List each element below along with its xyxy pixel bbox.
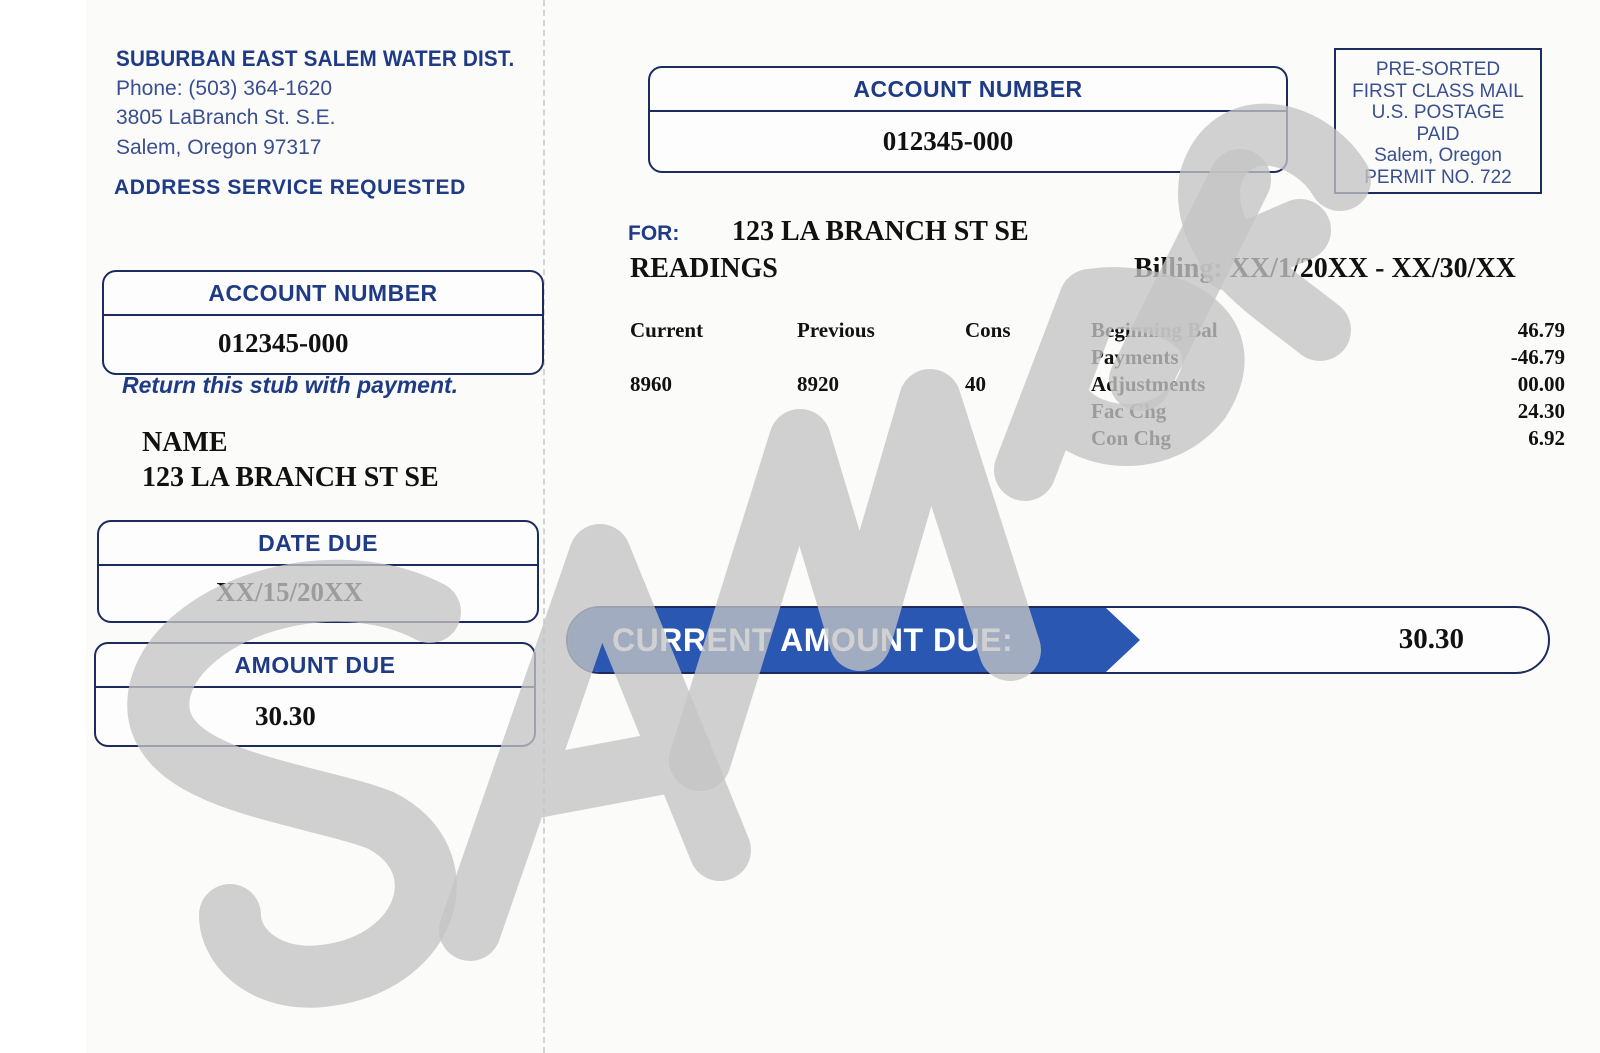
charge-amount: 24.30: [1517, 399, 1565, 423]
return-stub-note: Return this stub with payment.: [122, 372, 459, 398]
charge-amount: 46.79: [1517, 318, 1565, 342]
bill-account-header: ACCOUNT NUMBER: [650, 68, 1286, 112]
charge-amount: -46.79: [1510, 345, 1565, 369]
postage-line: PRE-SORTED: [1375, 59, 1501, 80]
postage-line: U.S. POSTAGE: [1371, 102, 1505, 123]
reading-current: 8960: [630, 372, 672, 396]
billing-period: Billing: XX/1/20XX - XX/30/XX: [1134, 253, 1516, 284]
district-city: Salem, Oregon 97317: [116, 136, 322, 159]
charge-label: Beginning Bal: [1091, 318, 1218, 342]
district-name: SUBURBAN EAST SALEM WATER DIST.: [116, 46, 515, 71]
postage-line: PERMIT NO. 722: [1364, 166, 1512, 188]
postage-indicia: [1334, 48, 1542, 194]
charge-label: Payments: [1091, 345, 1179, 369]
reading-header-current: Current: [630, 318, 704, 342]
charge-label: Adjustments: [1091, 372, 1206, 396]
date-due-box: [97, 520, 539, 623]
bill-account-number: 012345-000: [882, 126, 1014, 156]
date-due-value: XX/15/20XX: [216, 577, 363, 607]
postage-line: FIRST CLASS MAIL: [1352, 80, 1524, 102]
charge-label: Fac Chg: [1091, 399, 1167, 423]
reading-header-previous: Previous: [797, 318, 875, 342]
perforation-line: [543, 0, 545, 1053]
amount-due-header: AMOUNT DUE: [96, 644, 534, 688]
district-phone: Phone: (503) 364-1620: [116, 77, 332, 100]
stub-account-header: ACCOUNT NUMBER: [104, 272, 542, 316]
postage-line: Salem, Oregon: [1374, 145, 1502, 166]
for-label: FOR:: [628, 222, 680, 245]
customer-address: 123 LA BRANCH ST SE: [142, 462, 439, 493]
charge-label: Con Chg: [1091, 426, 1171, 450]
charge-amount: 6.92: [1528, 426, 1565, 450]
service-address: 123 LA BRANCH ST SE: [732, 216, 1029, 247]
stub-account-box: [102, 270, 544, 375]
address-service-note: ADDRESS SERVICE REQUESTED: [114, 176, 466, 199]
charge-amount: 00.00: [1517, 372, 1565, 396]
district-street: 3805 LaBranch St. S.E.: [116, 106, 336, 129]
amount-due-value: 30.30: [255, 701, 316, 731]
current-amount-due-value: 30.30: [1398, 623, 1464, 655]
customer-name: NAME: [142, 427, 228, 458]
stub-account-number: 012345-000: [218, 328, 349, 358]
reading-header-cons: Cons: [965, 318, 1011, 342]
bill-account-box: [648, 66, 1288, 173]
readings-title: READINGS: [630, 253, 778, 284]
amount-due-box: [94, 642, 536, 747]
current-amount-due-label: CURRENT AMOUNT DUE:: [612, 622, 1014, 658]
reading-previous: 8920: [797, 372, 839, 396]
date-due-header: DATE DUE: [99, 522, 537, 566]
reading-cons: 40: [965, 372, 986, 396]
postage-line: PAID: [1416, 123, 1460, 145]
current-amount-due-bar: [566, 606, 1550, 674]
